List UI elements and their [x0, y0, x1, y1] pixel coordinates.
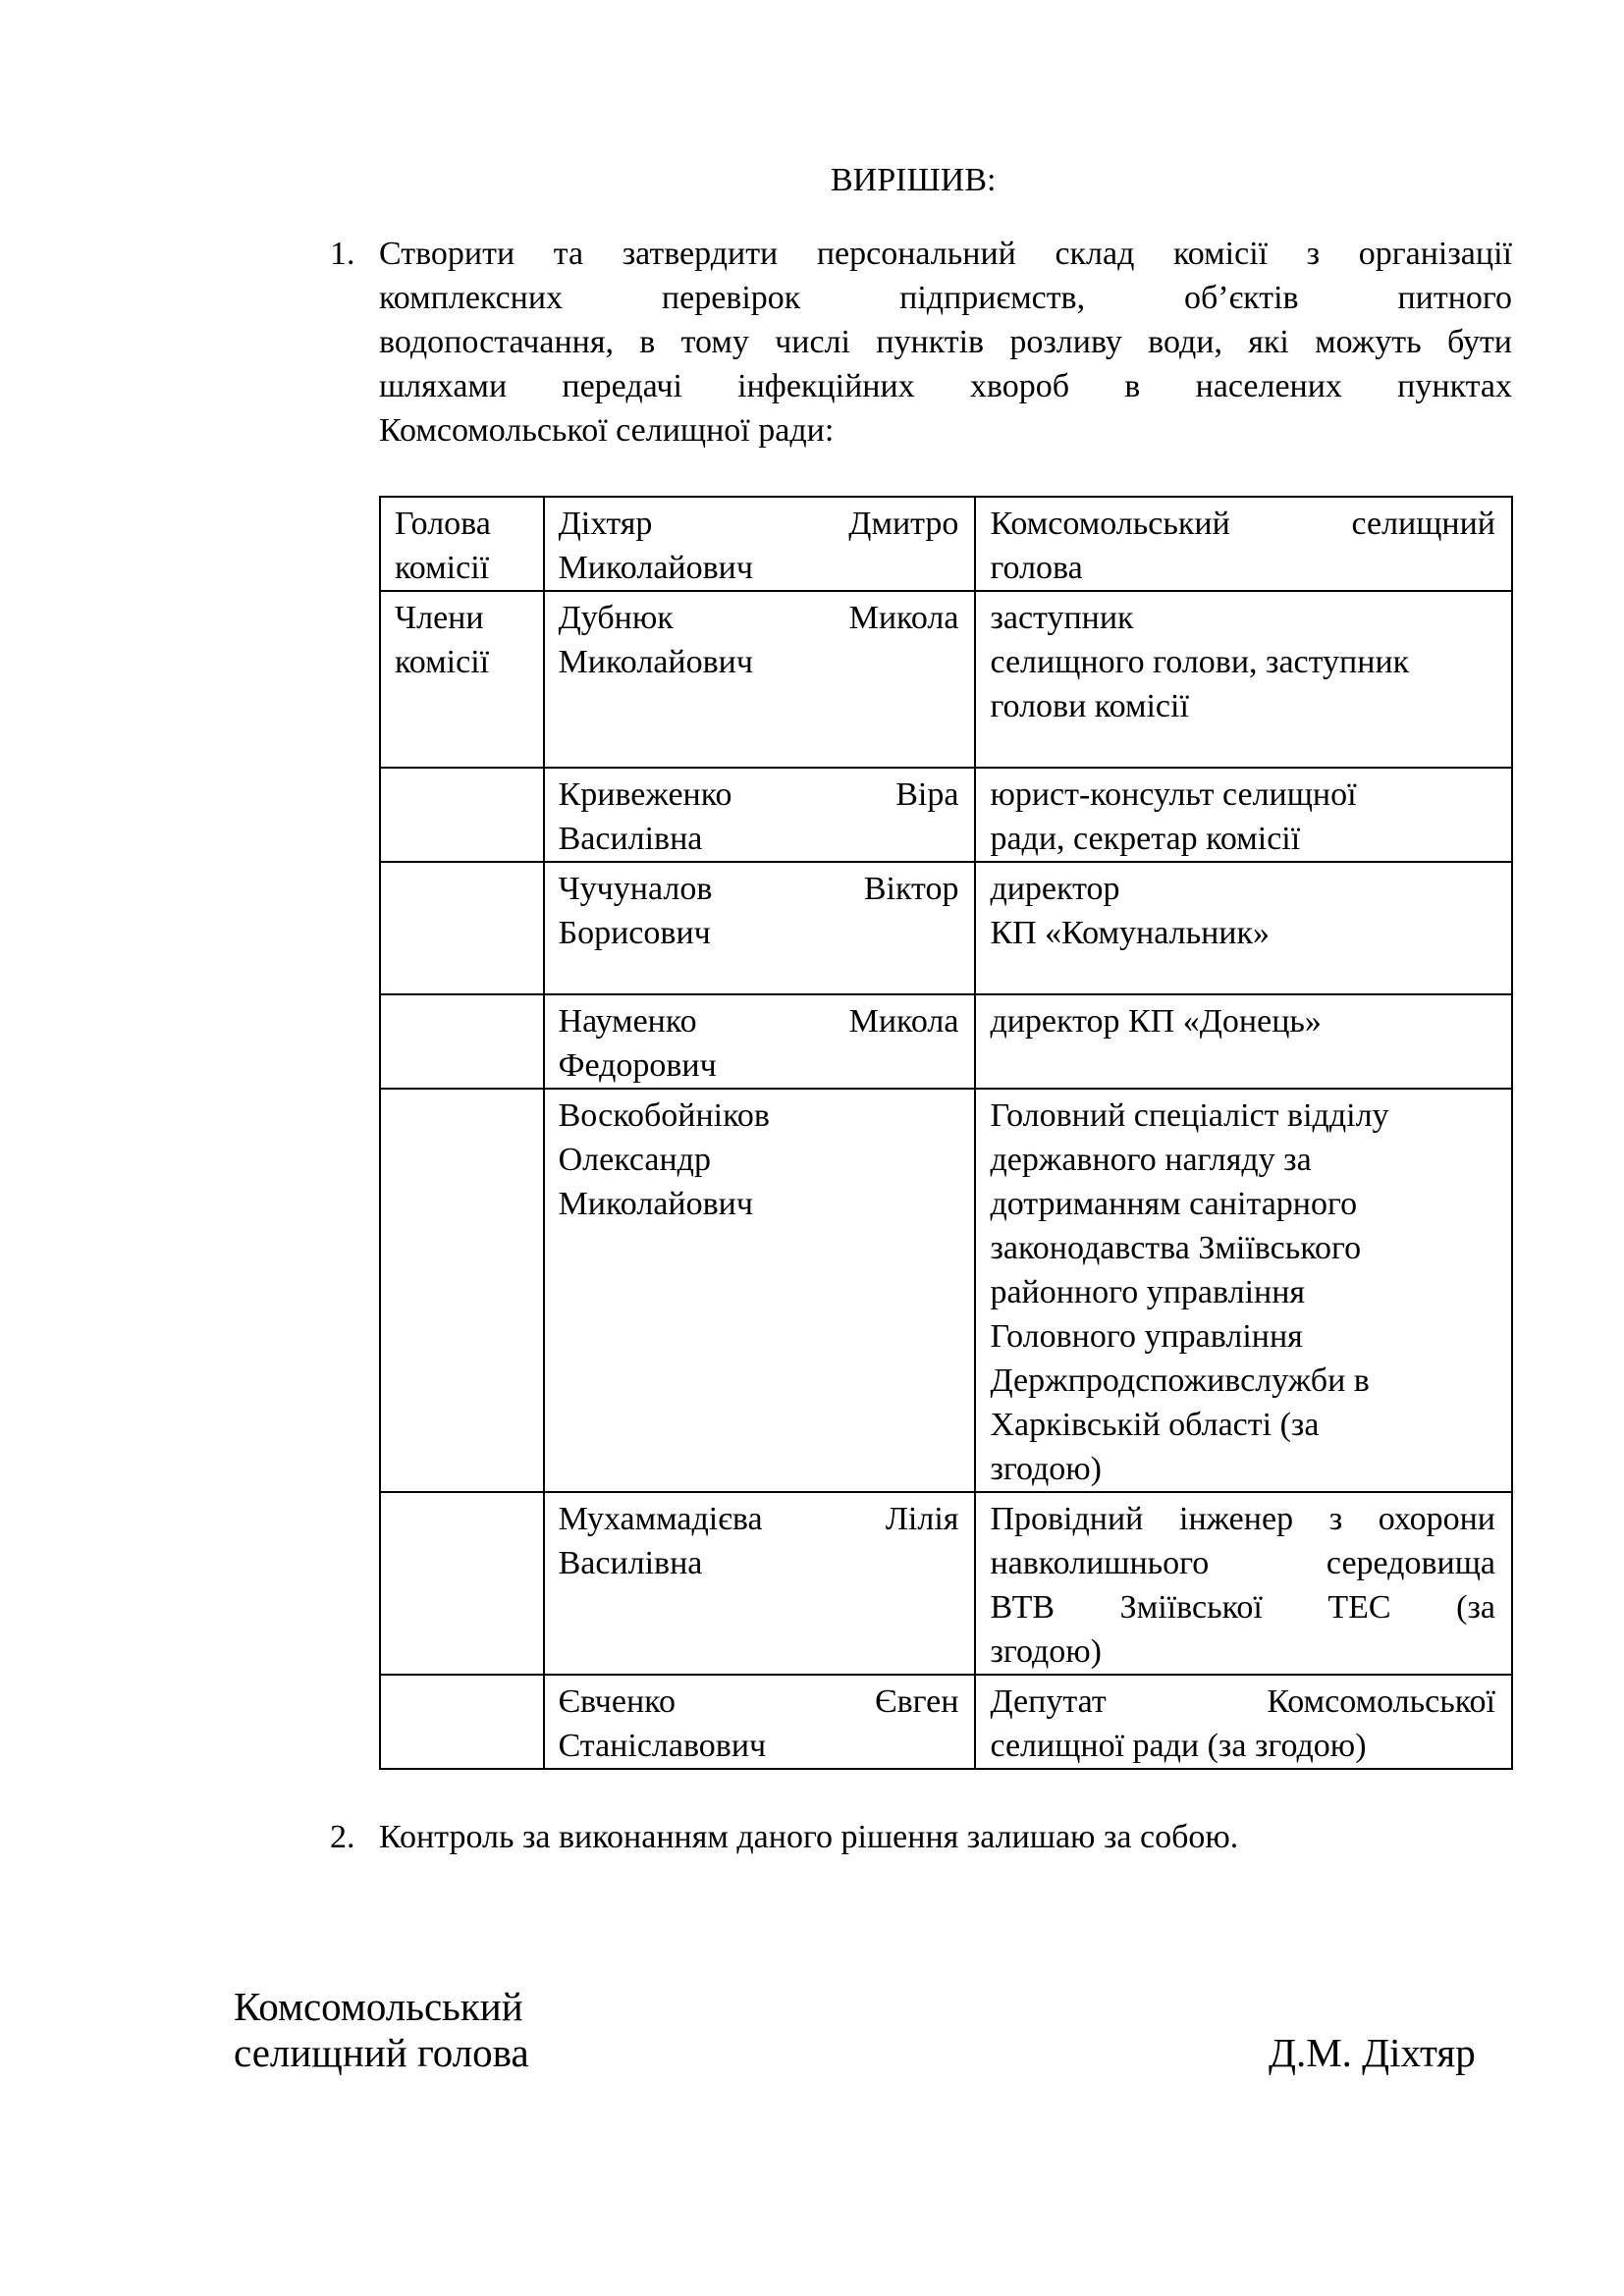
member-name: Миколайович — [558, 550, 753, 586]
member-position-cell — [975, 497, 1512, 591]
member-name-cell — [544, 1089, 976, 1492]
member-name: Євченко Євген — [558, 1683, 959, 1720]
member-name-cell — [544, 1492, 976, 1675]
member-name: Василівна — [558, 821, 703, 857]
signature-title-line: Комсомольський — [234, 1984, 523, 2029]
member-position: ради, секретар комісії — [990, 821, 1301, 857]
member-role-cell — [380, 1675, 544, 1769]
decision-heading: ВИРІШИВ: — [831, 162, 997, 198]
member-position: навколишнього середовища — [990, 1545, 1495, 1581]
member-name: Федорович — [558, 1047, 717, 1084]
member-role: комісії — [395, 550, 490, 586]
item-1-text — [379, 232, 1512, 453]
member-position: Комсомольський селищний — [990, 506, 1495, 542]
member-position: згодою) — [990, 1451, 1103, 1487]
member-row — [380, 1089, 1512, 1492]
member-name: Станіславович — [558, 1728, 767, 1764]
member-role-cell — [380, 994, 544, 1089]
member-position: Провідний інженер з охорони — [990, 1501, 1495, 1537]
member-row — [380, 994, 1512, 1089]
member-row — [380, 591, 1512, 768]
member-position: директор — [990, 871, 1120, 907]
member-row — [380, 1492, 1512, 1675]
member-name: Олександр — [558, 1142, 711, 1178]
member-position: Харківській області (за — [990, 1407, 1320, 1443]
signature-name: Д.М. Діхтяр — [1269, 2030, 1476, 2075]
member-position: голови комісії — [990, 688, 1189, 724]
member-position: Депутат Комсомольської — [990, 1683, 1495, 1720]
member-name-cell — [544, 994, 976, 1089]
member-role-cell — [380, 497, 544, 591]
signature-title-line: селищний голова — [234, 2030, 529, 2075]
member-position-cell — [975, 1675, 1512, 1769]
member-role-cell — [380, 1089, 544, 1492]
member-role-cell — [380, 768, 544, 862]
member-name: Дубнюк Микола — [558, 600, 959, 636]
item-1-line: Створити та затвердити персональний склад комісії з організації — [379, 236, 1512, 272]
member-position-cell — [975, 1492, 1512, 1675]
member-position-cell — [975, 862, 1512, 994]
member-name: Миколайович — [558, 1186, 753, 1222]
member-position: заступник — [990, 600, 1134, 636]
member-name: Науменко Микола — [558, 1003, 959, 1040]
member-role: Голова — [395, 506, 491, 542]
member-name-cell — [544, 1675, 976, 1769]
member-position: директор КП «Донець» — [990, 1003, 1322, 1040]
member-name-cell — [544, 768, 976, 862]
member-name: Борисович — [558, 915, 711, 951]
member-name-cell — [544, 591, 976, 768]
commission-members-table — [379, 496, 1513, 1770]
member-name: Кривеженко Віра — [558, 776, 959, 813]
member-position-cell — [975, 768, 1512, 862]
member-role-cell — [380, 862, 544, 994]
member-position: Держпродспоживслужби в — [990, 1362, 1370, 1399]
member-name: Мухаммадієва Лілія — [558, 1501, 959, 1537]
member-position: Головний спеціаліст відділу — [990, 1097, 1389, 1134]
member-row — [380, 768, 1512, 862]
member-position: державного нагляду за — [990, 1142, 1312, 1178]
item-2-text: Контроль за виконанням даного рішення залишаю за собою. — [379, 1819, 1239, 1855]
member-role-cell — [380, 591, 544, 768]
member-role-cell — [380, 1492, 544, 1675]
member-row — [380, 497, 1512, 591]
member-name: Миколайович — [558, 644, 753, 680]
member-name: Василівна — [558, 1545, 703, 1581]
member-name-cell — [544, 862, 976, 994]
member-name: Воскобойніков — [558, 1097, 770, 1134]
member-position-cell — [975, 994, 1512, 1089]
member-name: Діхтяр Дмитро — [558, 506, 959, 542]
member-name-cell — [544, 497, 976, 591]
member-role: комісії — [395, 644, 490, 680]
member-position: Головного управління — [990, 1318, 1303, 1355]
member-position: дотриманням санітарного — [990, 1186, 1358, 1222]
member-position: ВТВ Зміївської ТЕС (за — [990, 1589, 1495, 1626]
member-position: районного управління — [990, 1274, 1306, 1310]
member-position: згодою) — [990, 1633, 1103, 1670]
member-position-cell — [975, 1089, 1512, 1492]
member-position-cell — [975, 591, 1512, 768]
signature-title — [234, 1984, 529, 2076]
member-position: селищного голови, заступник — [990, 644, 1410, 680]
member-position: КП «Комунальник» — [990, 915, 1270, 951]
member-position: законодавства Зміївського — [990, 1230, 1362, 1266]
member-position: юрист-консульт селищної — [990, 776, 1357, 813]
item-1-line: водопостачання, в тому числі пунктів розливу води, які можуть бути — [379, 324, 1512, 360]
item-2-number: 2. — [330, 1819, 355, 1855]
item-1-line: Комсомольської селищної ради: — [379, 412, 835, 449]
item-1-line: шляхами передачі інфекційних хвороб в населених пунктах — [379, 368, 1512, 404]
member-position: голова — [990, 550, 1083, 586]
member-row — [380, 862, 1512, 994]
member-row — [380, 1675, 1512, 1769]
member-name: Чучуналов Віктор — [558, 871, 959, 907]
member-role: Члени — [395, 600, 484, 636]
member-position: селищної ради (за згодою) — [990, 1728, 1367, 1764]
item-1-line: комплексних перевірок підприємств, об’єктів питного — [379, 280, 1512, 316]
item-1-number: 1. — [330, 236, 355, 272]
